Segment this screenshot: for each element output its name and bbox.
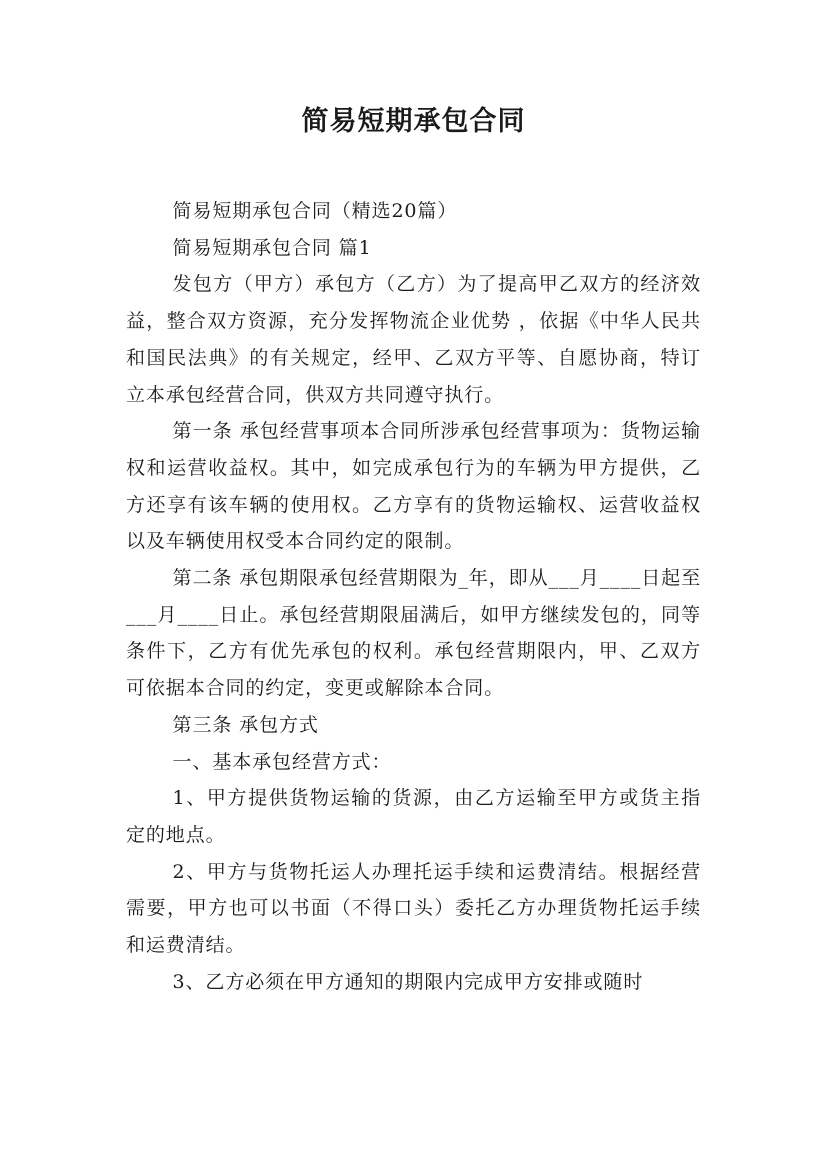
paragraph-basic-method-heading: 一、基本承包经营方式：: [172, 750, 392, 773]
paragraph-preamble: 发包方（甲方）承包方（乙方）为了提高甲乙双方的经济效益，整合双方资源，充分发挥物流企业优势 ，依据《中华人民共和国民法典》的有关规定，经甲、乙双方平等、自愿协商，特订立本承包经营合同，供双方共同遵守执行。: [126, 273, 701, 406]
paragraph-item-2: 2、甲方与货物托运人办理托运手续和运费清结。根据经营需要，甲方也可以书面（不得口头）委托乙方办理货物托运手续和运费清结。: [126, 860, 701, 957]
paragraph-article-1: 第一条 承包经营事项本合同所涉承包经营事项为：货物运输权和运营收益权。其中，如完成承包行为的车辆为甲方提供，乙方还享有该车辆的使用权。乙方享有的货物运输权、运营收益权以及车辆使用权受本合同约定的限制。: [126, 420, 701, 553]
paragraph-article-2: 第二条 承包期限承包经营期限为_年，即从___月____日起至___月____日止。承包经营期限届满后，如甲方继续发包的，同等条件下，乙方有优先承包的权利。承包经营期限内，甲、乙双方可依据本合同的约定，变更或解除本合同。: [126, 567, 701, 700]
paragraph-article-3-heading: 第三条 承包方式: [172, 713, 319, 736]
paragraph-item-1: 1、甲方提供货物运输的货源，由乙方运输至甲方或货主指定的地点。: [126, 787, 701, 846]
paragraph-subtitle: 简易短期承包合同（精选20篇）: [172, 200, 458, 222]
document-body: [126, 193, 701, 1000]
paragraph-section-heading: 简易短期承包合同 篇1: [172, 236, 372, 259]
paragraph-item-3: 3、乙方必须在甲方通知的期限内完成甲方安排或随时: [172, 970, 644, 993]
document-title: 简易短期承包合同: [301, 106, 526, 137]
